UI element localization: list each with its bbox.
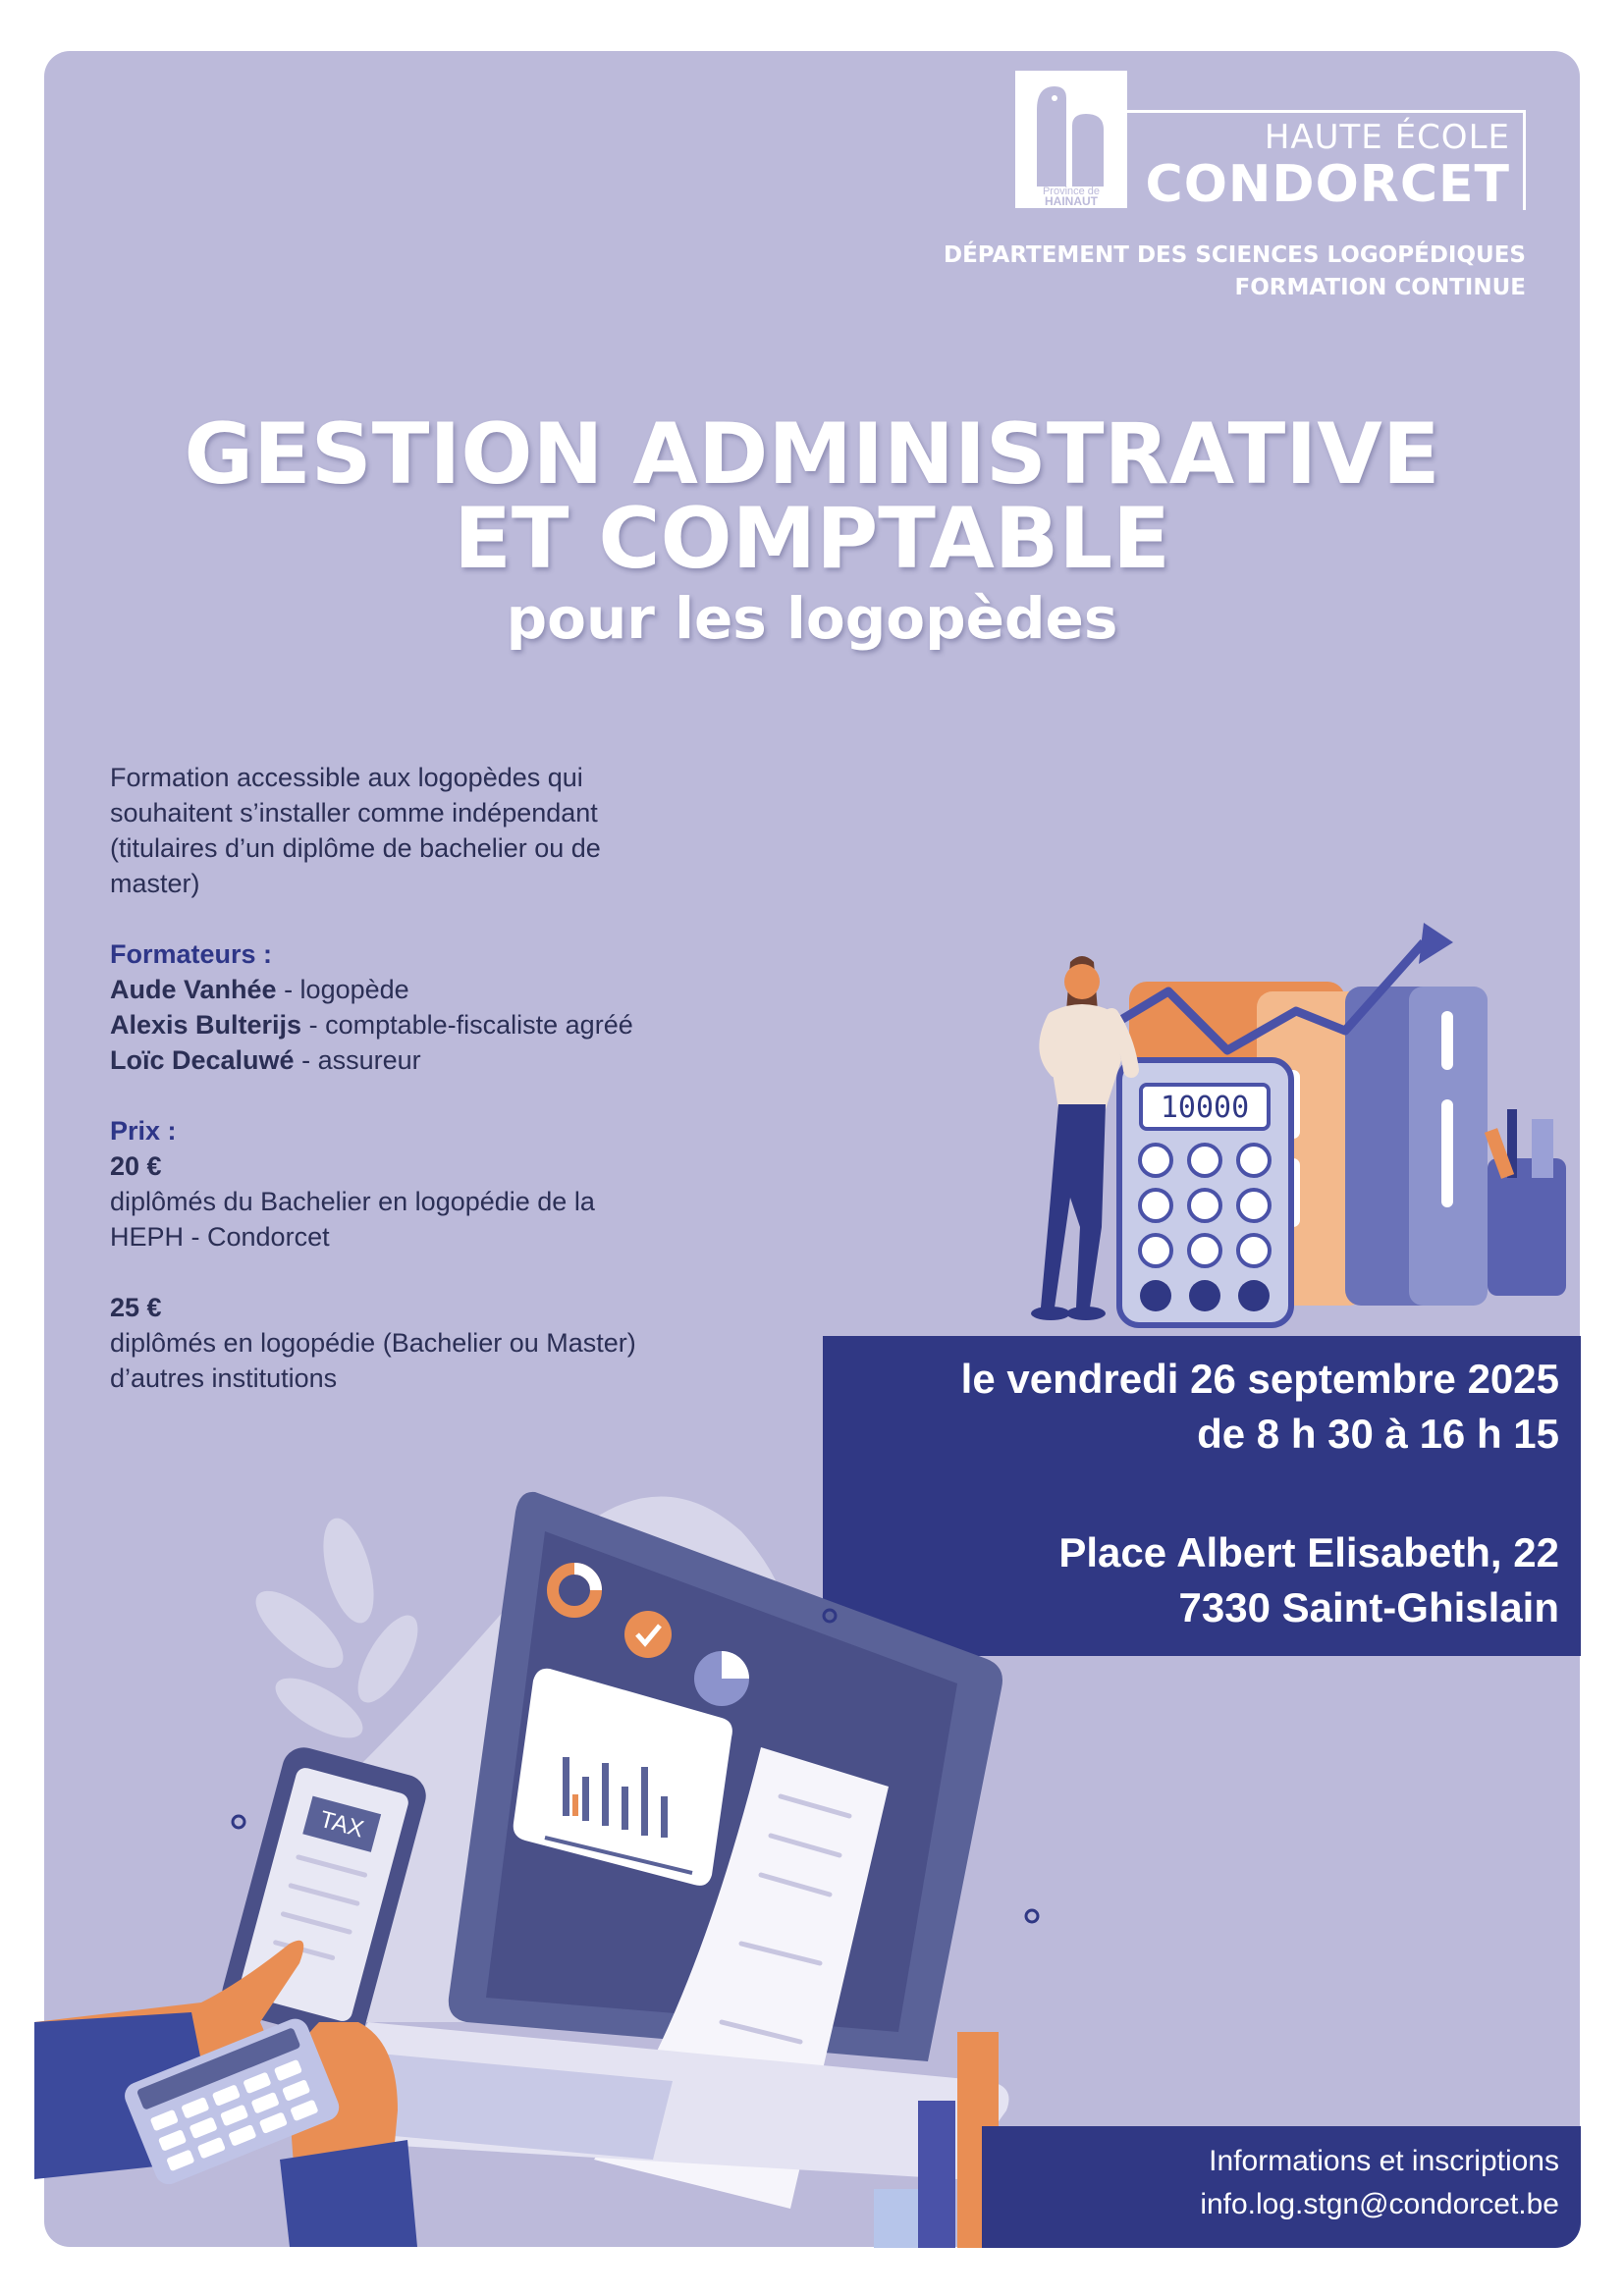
laptop-illustration: [44, 1472, 1144, 2247]
price-desc: d’autres institutions: [110, 1363, 338, 1393]
title-line1: GESTION ADMINISTRATIVE: [184, 405, 1440, 504]
pencil-cup-icon: [1488, 1158, 1566, 1296]
finance-illustration: [1011, 903, 1581, 1345]
contact-email[interactable]: info.log.stgn@condorcet.be: [1200, 2188, 1559, 2220]
province-line1: Province de: [1042, 186, 1101, 197]
trainer-item: [110, 972, 778, 1007]
logo-haute-ecole: HAUTE ÉCOLE: [1264, 118, 1510, 157]
department-heading: [805, 240, 1526, 304]
title-line2: ET COMPTABLE: [454, 490, 1170, 588]
event-time: de 8 h 30 à 16 h 15: [1197, 1411, 1559, 1457]
intro-line1: Formation accessible aux logopèdes qui: [110, 763, 583, 792]
price-desc: HEPH - Condorcet: [110, 1222, 330, 1252]
department-line2: FORMATION CONTINUE: [1234, 275, 1526, 300]
price-desc: diplômés en logopédie (Bachelier ou Master): [110, 1328, 636, 1358]
info-column: [110, 760, 778, 1396]
price-amount: 25 €: [110, 1293, 162, 1322]
province-line2: HAINAUT: [1045, 194, 1098, 208]
calculator-display: 10000: [1160, 1091, 1250, 1125]
trainer-role: - comptable-fiscaliste agréé: [301, 1010, 633, 1040]
trainer-name: Alexis Bulterijs: [110, 1010, 302, 1040]
department-line1: DÉPARTEMENT DES SCIENCES LOGOPÉDIQUES: [943, 242, 1526, 268]
trainer-item: [110, 1042, 778, 1078]
trainer-name: Aude Vanhée: [110, 975, 277, 1004]
intro-line3: (titulaires d’un diplôme de bachelier ou de: [110, 833, 601, 863]
province-logo: [1015, 71, 1127, 208]
trainer-role: - logopède: [276, 975, 409, 1004]
intro-line2: souhaitent s’installer comme indépendant: [110, 798, 598, 828]
intro-line4: master): [110, 869, 200, 898]
event-date: le vendredi 26 septembre 2025: [960, 1356, 1559, 1402]
logo-condorcet: CONDORCET: [1145, 155, 1510, 214]
trainer-item: [110, 1007, 778, 1042]
woman-icon: [1031, 956, 1131, 1320]
page-title: [0, 405, 1624, 588]
contact-label: Informations et inscriptions: [1209, 2145, 1559, 2177]
tax-label: TAX: [316, 1805, 367, 1843]
event-datetime: [823, 1352, 1559, 1462]
trainer-name: Loïc Decaluwé: [110, 1045, 295, 1075]
contact-info: [982, 2140, 1559, 2226]
address-line1: Place Albert Elisabeth, 22: [1058, 1529, 1559, 1575]
price-amount: 20 €: [110, 1151, 162, 1181]
page-subtitle: pour les logopèdes: [506, 585, 1118, 652]
trainers-heading: Formateurs :: [110, 939, 273, 969]
bird-icon: [1015, 71, 1127, 208]
trainer-role: - assureur: [294, 1045, 421, 1075]
price-desc: diplômés du Bachelier en logopédie de la: [110, 1187, 595, 1216]
prices-heading: Prix :: [110, 1116, 177, 1146]
address-line2: 7330 Saint-Ghislain: [1178, 1584, 1559, 1630]
